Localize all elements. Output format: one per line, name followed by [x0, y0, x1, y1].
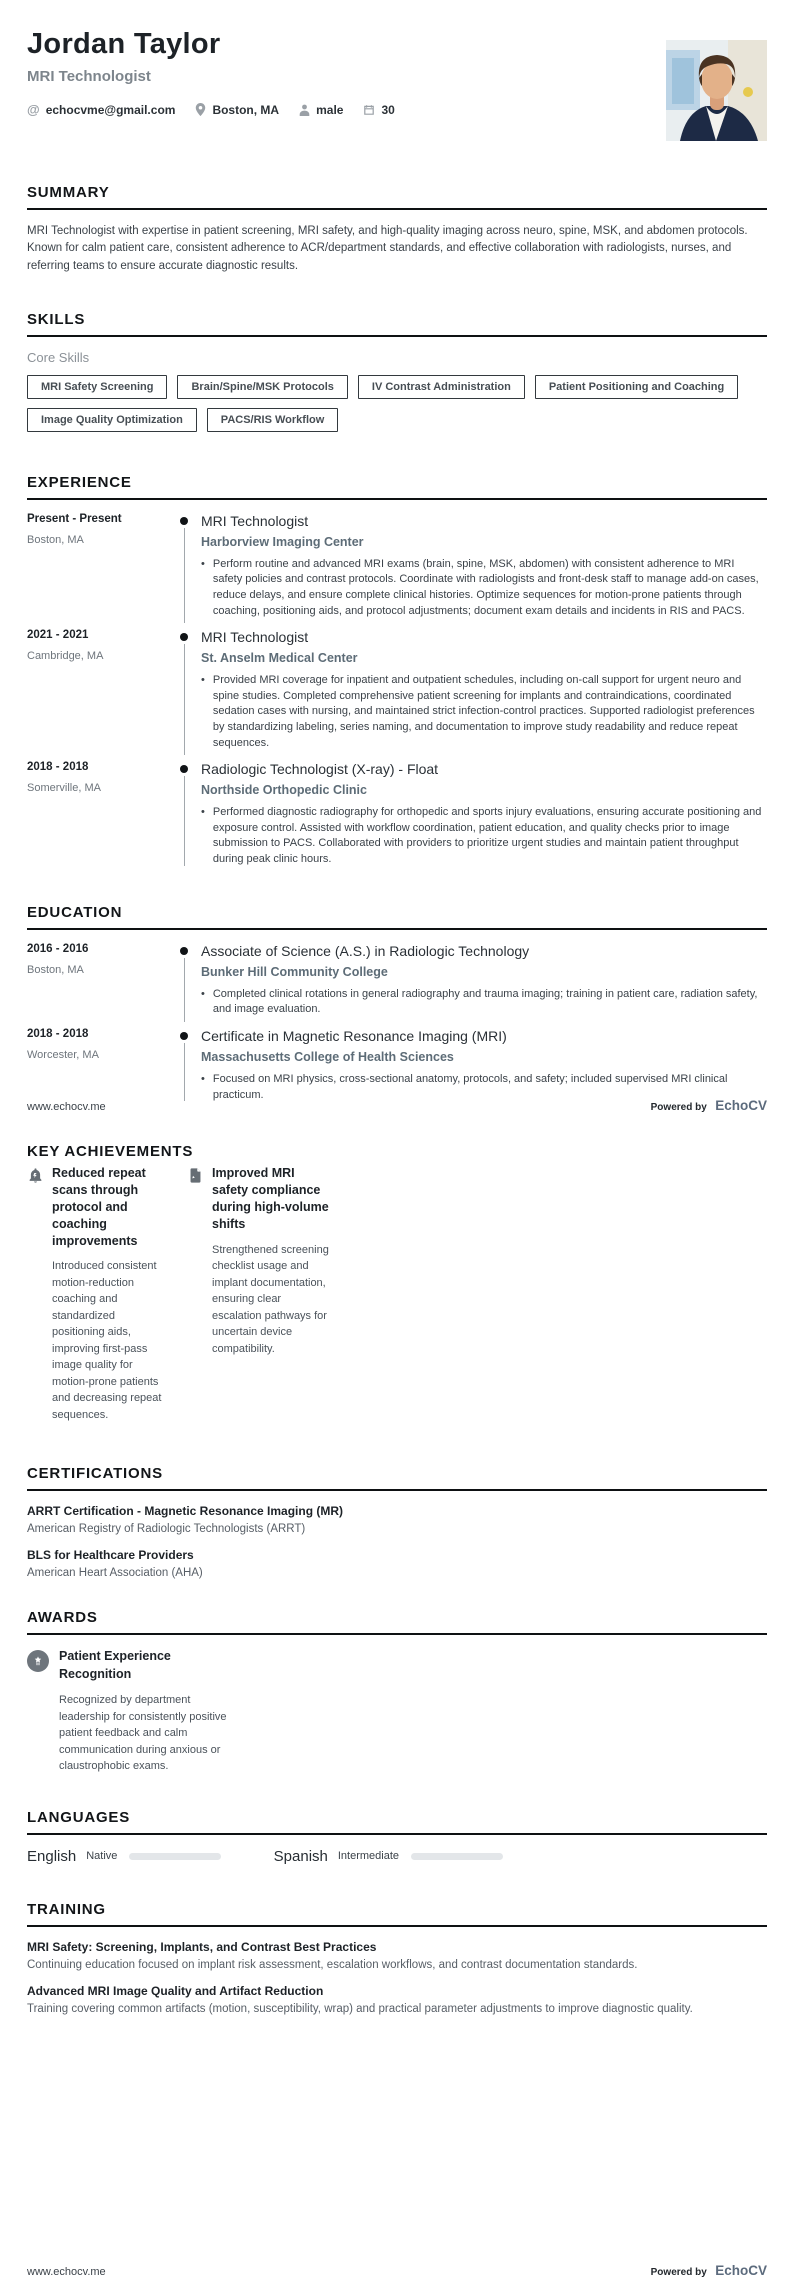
- timeline: [167, 1028, 201, 1103]
- language-level: Native: [86, 1850, 118, 1863]
- entry-location: Cambridge, MA: [27, 650, 104, 663]
- location-icon: [195, 103, 206, 116]
- skill-chip: MRI Safety Screening: [27, 375, 167, 399]
- entry-title: Associate of Science (A.S.) in Radiologic Technology: [201, 942, 530, 959]
- contact-email[interactable]: [27, 102, 175, 117]
- echocv-brand-link[interactable]: EchoCV: [715, 2263, 767, 2278]
- entry-dates: Present - Present: [27, 512, 122, 525]
- section-awards: [27, 1609, 767, 1775]
- bullet-dot-icon: •: [201, 806, 205, 819]
- entry-dates: 2016 - 2016: [27, 942, 89, 955]
- header-identity: [27, 28, 395, 117]
- section-experience: [27, 474, 767, 878]
- note-icon: [187, 1167, 204, 1423]
- achievement-item: [187, 1165, 347, 1423]
- awards-heading: AWARDS: [27, 1609, 767, 1635]
- page-footer: [27, 2262, 767, 2280]
- training-title: MRI Safety: Screening, Implants, and Contrast Best Practices: [27, 1939, 377, 1954]
- entry-bullet-text: Completed clinical rotations in general radiography and trauma imaging; training in patient care, radiation safety, and image evaluation.: [212, 987, 758, 1016]
- award-text: [59, 1648, 239, 1775]
- person-name: Jordan Taylor: [27, 28, 221, 60]
- section-certifications: [27, 1465, 767, 1579]
- education-heading: EDUCATION: [27, 904, 767, 930]
- certification-issuer: American Registry of Radiologic Technologists (ARRT): [27, 1523, 306, 1536]
- training-title: Advanced MRI Image Quality and Artifact Reduction: [27, 1983, 324, 1998]
- language-name: English: [27, 1847, 77, 1865]
- entry-organization: Northside Orthopedic Clinic: [201, 783, 367, 798]
- entry-bullet-text: Performed diagnostic radiography for orthopedic and sports injury evaluations, ensuring accurate positioning and exposure control. Assisted with workflow coordination, patient education, and quality checks prior to image submission to PACS. Collaborated with providers to prioritize urgent studies and maintain patient throughput during peak clinic hours.: [212, 806, 762, 866]
- timeline: [167, 761, 201, 867]
- certification-item: [27, 1504, 767, 1535]
- entry-meta: [27, 943, 167, 1018]
- award-title: Patient Experience Recognition: [59, 1649, 171, 1681]
- training-description: Continuing education focused on implant risk assessment, escalation workflows, and contrast documentation standards.: [27, 1958, 638, 1971]
- bullet-dot-icon: •: [201, 674, 205, 687]
- language-level: Intermediate: [337, 1850, 400, 1863]
- achievement-body: Introduced consistent motion-reduction coaching and standardized positioning aids, improving first-pass image quality for motion-prone patients and decreasing repeat sequences.: [52, 1260, 162, 1421]
- certification-item: [27, 1548, 767, 1579]
- entry-dates: 2018 - 2018: [27, 761, 89, 774]
- contact-age-text: 30: [381, 102, 395, 117]
- entry-content: [201, 1028, 767, 1103]
- section-skills: [27, 311, 767, 432]
- powered-by-label: Powered by: [650, 1102, 707, 1113]
- timeline-line: [184, 958, 185, 1022]
- award-item: [27, 1648, 767, 1775]
- entry-meta: [27, 1028, 167, 1103]
- entry-organization: Harborview Imaging Center: [201, 534, 364, 549]
- entry-content: [201, 629, 767, 751]
- summary-heading: SUMMARY: [27, 184, 767, 210]
- section-training: [27, 1901, 767, 2015]
- achievement-title: Reduced repeat scans through protocol and coaching improvements: [52, 1166, 146, 1248]
- timeline-dot-icon: [180, 633, 188, 641]
- entry-title: MRI Technologist: [201, 629, 309, 646]
- certification-title: BLS for Healthcare Providers: [27, 1548, 194, 1563]
- entry-bullet: [201, 987, 767, 1018]
- timeline-line: [184, 1043, 185, 1101]
- entry-meta: [27, 761, 167, 867]
- entry-dates: 2018 - 2018: [27, 1027, 89, 1040]
- resume-page-2: [0, 1165, 794, 2288]
- experience-entry: [27, 761, 767, 877]
- timeline-dot-icon: [180, 947, 188, 955]
- timeline: [167, 629, 201, 751]
- at-icon: @: [27, 102, 40, 117]
- timeline-dot-icon: [180, 765, 188, 773]
- language-proficiency-bar: [411, 1853, 503, 1860]
- skills-chip-list: [27, 375, 767, 432]
- skills-group-label: Core Skills: [27, 349, 90, 365]
- entry-location: Boston, MA: [27, 963, 84, 976]
- education-entry: [27, 943, 767, 1028]
- training-description: Training covering common artifacts (motion, susceptibility, wrap) and practical parameter adjustments to improve diagnostic quality.: [27, 2002, 693, 2015]
- contact-email-text: echocvme@gmail.com: [45, 102, 176, 117]
- certification-issuer: American Heart Association (AHA): [27, 1567, 203, 1580]
- profile-photo: [666, 40, 767, 141]
- language-proficiency-bar: [129, 1853, 221, 1860]
- entry-bullet-text: Provided MRI coverage for inpatient and outpatient schedules, including on-call support for urgent neuro and spine studies. Completed comprehensive patient screening for implants and contraindications, coordinated sedation cases with nursing, and maintained strict infection-control practices. Supported radiologist preferences by standardizing labeling, series naming, and documentation to improve study readability and reduce repeat sequences.: [212, 674, 755, 749]
- certifications-heading: CERTIFICATIONS: [27, 1465, 767, 1491]
- experience-heading: EXPERIENCE: [27, 474, 767, 500]
- footer-site-link[interactable]: www.echocv.me: [27, 1101, 106, 1113]
- summary-text: MRI Technologist with expertise in patient screening, MRI safety, and high-quality imaging across neuro, spine, MSK, and abdomen protocols. Known for calm patient care, consistent adherence to ACR/department standards, and effective collaboration with radiologists, nurses, and referring teams to ensure accurate diagnostic results.: [27, 225, 748, 272]
- timeline: [167, 943, 201, 1018]
- contact-location: [195, 103, 279, 117]
- entry-location: Worcester, MA: [27, 1048, 99, 1061]
- section-summary: [27, 184, 767, 275]
- entry-organization: St. Anselm Medical Center: [201, 651, 358, 666]
- powered-by-label: Powered by: [650, 2267, 707, 2278]
- languages-heading: LANGUAGES: [27, 1809, 767, 1835]
- contact-location-text: Boston, MA: [212, 102, 280, 117]
- entry-title: MRI Technologist: [201, 512, 309, 529]
- skill-chip: IV Contrast Administration: [358, 375, 525, 399]
- entry-meta: [27, 629, 167, 751]
- timeline-line: [184, 528, 185, 623]
- medal-icon: [27, 1650, 49, 1672]
- entry-meta: [27, 513, 167, 619]
- footer-powered: [651, 1097, 767, 1115]
- entry-content: [201, 513, 767, 619]
- skill-chip: Patient Positioning and Coaching: [535, 375, 738, 399]
- certification-title: ARRT Certification - Magnetic Resonance Imaging (MR): [27, 1504, 344, 1519]
- bell-icon: [27, 1167, 44, 1423]
- achievement-title: Improved MRI safety compliance during high-volume shifts: [212, 1166, 329, 1231]
- entry-content: [201, 761, 767, 867]
- experience-entry: [27, 513, 767, 629]
- footer-powered: [651, 2262, 767, 2280]
- language-item: [27, 1848, 274, 1865]
- key-achievements-grid: [27, 1165, 767, 1423]
- language-name: Spanish: [273, 1847, 328, 1865]
- calendar-icon: [363, 104, 375, 116]
- languages-grid: [27, 1848, 767, 1865]
- bullet-dot-icon: •: [201, 557, 205, 570]
- achievement-item: [27, 1165, 187, 1423]
- entry-bullet: [201, 673, 767, 751]
- timeline-line: [184, 644, 185, 755]
- section-education: [27, 904, 767, 1113]
- bullet-dot-icon: •: [201, 987, 205, 1000]
- skill-chip: PACS/RIS Workflow: [207, 408, 339, 432]
- page-footer: [27, 1097, 767, 1115]
- skills-heading: SKILLS: [27, 311, 767, 337]
- skill-chip: Brain/Spine/MSK Protocols: [177, 375, 347, 399]
- entry-location: Boston, MA: [27, 533, 84, 546]
- achievement-text: [52, 1165, 169, 1423]
- language-item: [274, 1848, 521, 1865]
- entry-organization: Massachusetts College of Health Sciences: [201, 1049, 454, 1064]
- training-item: [27, 1984, 767, 2015]
- resume-header: [27, 0, 767, 150]
- achievement-body: Strengthened screening checklist usage and implant documentation, ensuring clear escalation pathways for uncertain device compatibility.: [212, 1243, 329, 1355]
- key-achievements-heading: KEY ACHIEVEMENTS: [27, 1143, 767, 1169]
- experience-entry: [27, 629, 767, 761]
- training-item: [27, 1940, 767, 1971]
- bullet-dot-icon: •: [201, 1072, 205, 1085]
- entry-organization: Bunker Hill Community College: [201, 964, 388, 979]
- achievement-text: [212, 1165, 329, 1423]
- timeline-dot-icon: [180, 517, 188, 525]
- entry-bullet-text: Perform routine and advanced MRI exams (brain, spine, MSK, abdomen) with consistent adherence to MRI safety policies and contrast protocols. Coordinate with radiologists and front-desk staff to manage add-on cases, reduce delays, and ensure complete clinical histories. Optimize sequences for motion-prone patients through coaching, positioning aids, and protocol adjustments; document exam details and incidents in RIS and PACS.: [212, 557, 759, 617]
- person-icon: [299, 104, 310, 116]
- entry-bullet-text: Focused on MRI physics, cross-sectional anatomy, protocols, and safety; included supervised MRI clinical practicum.: [212, 1072, 728, 1101]
- timeline: [167, 513, 201, 619]
- entry-dates: 2021 - 2021: [27, 629, 89, 642]
- timeline-line: [184, 776, 185, 865]
- training-heading: TRAINING: [27, 1901, 767, 1927]
- award-body: Recognized by department leadership for consistently positive patient feedback and calm communication during anxious or claustrophobic exams.: [59, 1694, 227, 1773]
- entry-bullet: [201, 805, 767, 867]
- footer-site-link[interactable]: www.echocv.me: [27, 2266, 106, 2278]
- entry-title: Certificate in Magnetic Resonance Imaging (MRI): [201, 1027, 507, 1044]
- entry-bullet: [201, 557, 767, 619]
- entry-title: Radiologic Technologist (X-ray) - Float: [201, 761, 439, 778]
- person-job-title: MRI Technologist: [27, 68, 151, 85]
- section-languages: [27, 1809, 767, 1865]
- contact-age: [363, 103, 394, 117]
- contact-gender-text: male: [316, 102, 344, 117]
- skill-chip: Image Quality Optimization: [27, 408, 197, 432]
- entry-location: Somerville, MA: [27, 782, 101, 795]
- entry-content: [201, 943, 767, 1018]
- contact-gender: [299, 103, 343, 117]
- contact-row: [27, 102, 395, 117]
- timeline-dot-icon: [180, 1032, 188, 1040]
- echocv-brand-link[interactable]: EchoCV: [715, 1098, 767, 1113]
